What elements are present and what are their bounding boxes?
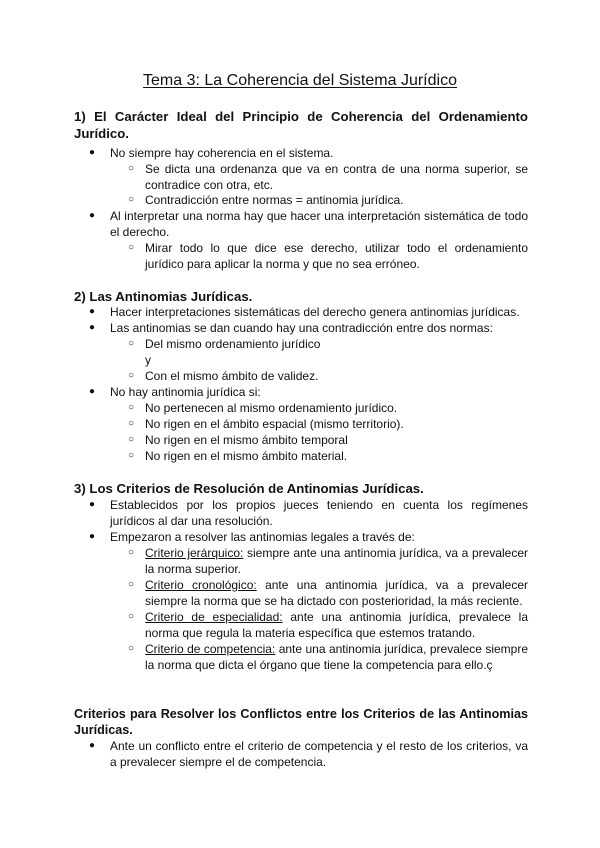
sub-list-item: No rigen en el mismo ámbito temporal	[145, 433, 348, 447]
criterion-item	[145, 609, 528, 641]
list-item: No hay antinomia jurídica si:	[110, 385, 261, 399]
bullet-icon: ●	[89, 210, 96, 221]
sub-bullet-icon: ○	[128, 370, 135, 381]
list-item: Establecidos por los propios jueces teniendo en cuenta los regímenes jurídicos al dar una resolución.	[110, 498, 528, 528]
list-item: Ante un conflicto entre el criterio de competencia y el resto de los criterios, va a prevalecer siempre el de competencia.	[110, 739, 528, 769]
sub-list-item: No rigen en el mismo ámbito material.	[145, 449, 348, 463]
sub-bullet-icon: ○	[128, 434, 135, 445]
bullet-icon: ●	[89, 531, 96, 542]
section-4-heading: Criterios para Resolver los Conflictos entre los Criterios de las Antinomias Jurídicas.	[74, 707, 528, 737]
section-1-heading: 1) El Carácter Ideal del Principio de Coherencia del Ordenamiento Jurídico.	[74, 109, 528, 141]
bullet-icon: ●	[89, 386, 96, 397]
sub-list-item: Se dicta una ordenanza que va en contra de una norma superior, se contradice con otra, etc.	[145, 162, 528, 192]
list-item: No siempre hay coherencia en el sistema.	[110, 146, 334, 160]
sub-bullet-icon: ○	[128, 450, 135, 461]
list-item: Empezaron a resolver las antinomias legales a través de:	[110, 530, 415, 544]
conjunction-text: y	[145, 353, 151, 367]
sub-bullet-icon: ○	[128, 418, 135, 429]
criterion-term: Criterio jerárquico:	[145, 546, 244, 560]
sub-list-item: No rigen en el ámbito espacial (mismo territorio).	[145, 417, 404, 431]
sub-bullet-icon: ○	[128, 643, 135, 654]
sub-list-item: Con el mismo ámbito de validez.	[145, 369, 319, 383]
sub-list-item: Contradicción entre normas = antinomia jurídica.	[145, 193, 404, 207]
sub-list-item: Mirar todo lo que dice ese derecho, utilizar todo el ordenamiento jurídico para aplicar la norma y que no sea erróneo.	[145, 241, 528, 271]
list-item: Al interpretar una norma hay que hacer una interpretación sistemática de todo el derecho.	[110, 209, 528, 239]
sub-bullet-icon: ○	[128, 242, 135, 253]
criterion-term: Criterio cronológico:	[145, 578, 257, 592]
list-item: Hacer interpretaciones sistemáticas del derecho genera antinomias jurídicas.	[110, 305, 520, 319]
bullet-icon: ●	[89, 322, 96, 333]
sub-bullet-icon: ○	[128, 338, 135, 349]
sub-bullet-icon: ○	[128, 194, 135, 205]
criterion-text: ante una antinomia jurídica, prevalece la norma que regula la materia específica que estemos tratando.	[145, 610, 528, 640]
criterion-item	[145, 545, 528, 577]
bullet-icon: ●	[89, 147, 96, 158]
criterion-item	[145, 641, 528, 673]
sub-bullet-icon: ○	[128, 611, 135, 622]
section-2-heading: 2) Las Antinomias Jurídicas.	[74, 289, 253, 304]
section-3-heading: 3) Los Criterios de Resolución de Antinomias Jurídicas.	[74, 481, 424, 496]
criterion-text: siempre ante una antinomia jurídica, va a prevalecer la norma superior.	[145, 546, 528, 576]
sub-list-item: No pertenecen al mismo ordenamiento jurídico.	[145, 401, 398, 415]
sub-list-item: Del mismo ordenamiento jurídico	[145, 337, 321, 351]
sub-bullet-icon: ○	[128, 163, 135, 174]
criterion-item	[145, 577, 528, 609]
list-item: Las antinomias se dan cuando hay una contradicción entre dos normas:	[110, 321, 493, 335]
criterion-text: ante una antinomia jurídica, va a prevalecer siempre la norma que se ha dictado con posterioridad, la más reciente.	[145, 578, 528, 608]
sub-bullet-icon: ○	[128, 547, 135, 558]
criterion-text: ante una antinomia jurídica, prevalece siempre la norma que dicta el órgano que tiene la competencia para ello.ç	[145, 642, 529, 672]
sub-bullet-icon: ○	[128, 402, 135, 413]
criterion-term: Criterio de especialidad:	[145, 610, 283, 624]
criterion-term: Criterio de competencia:	[145, 642, 276, 656]
bullet-icon: ●	[89, 740, 96, 751]
bullet-icon: ●	[89, 306, 96, 317]
page-title: Tema 3: La Coherencia del Sistema Jurídico	[143, 72, 457, 89]
bullet-icon: ●	[89, 499, 96, 510]
sub-bullet-icon: ○	[128, 579, 135, 590]
